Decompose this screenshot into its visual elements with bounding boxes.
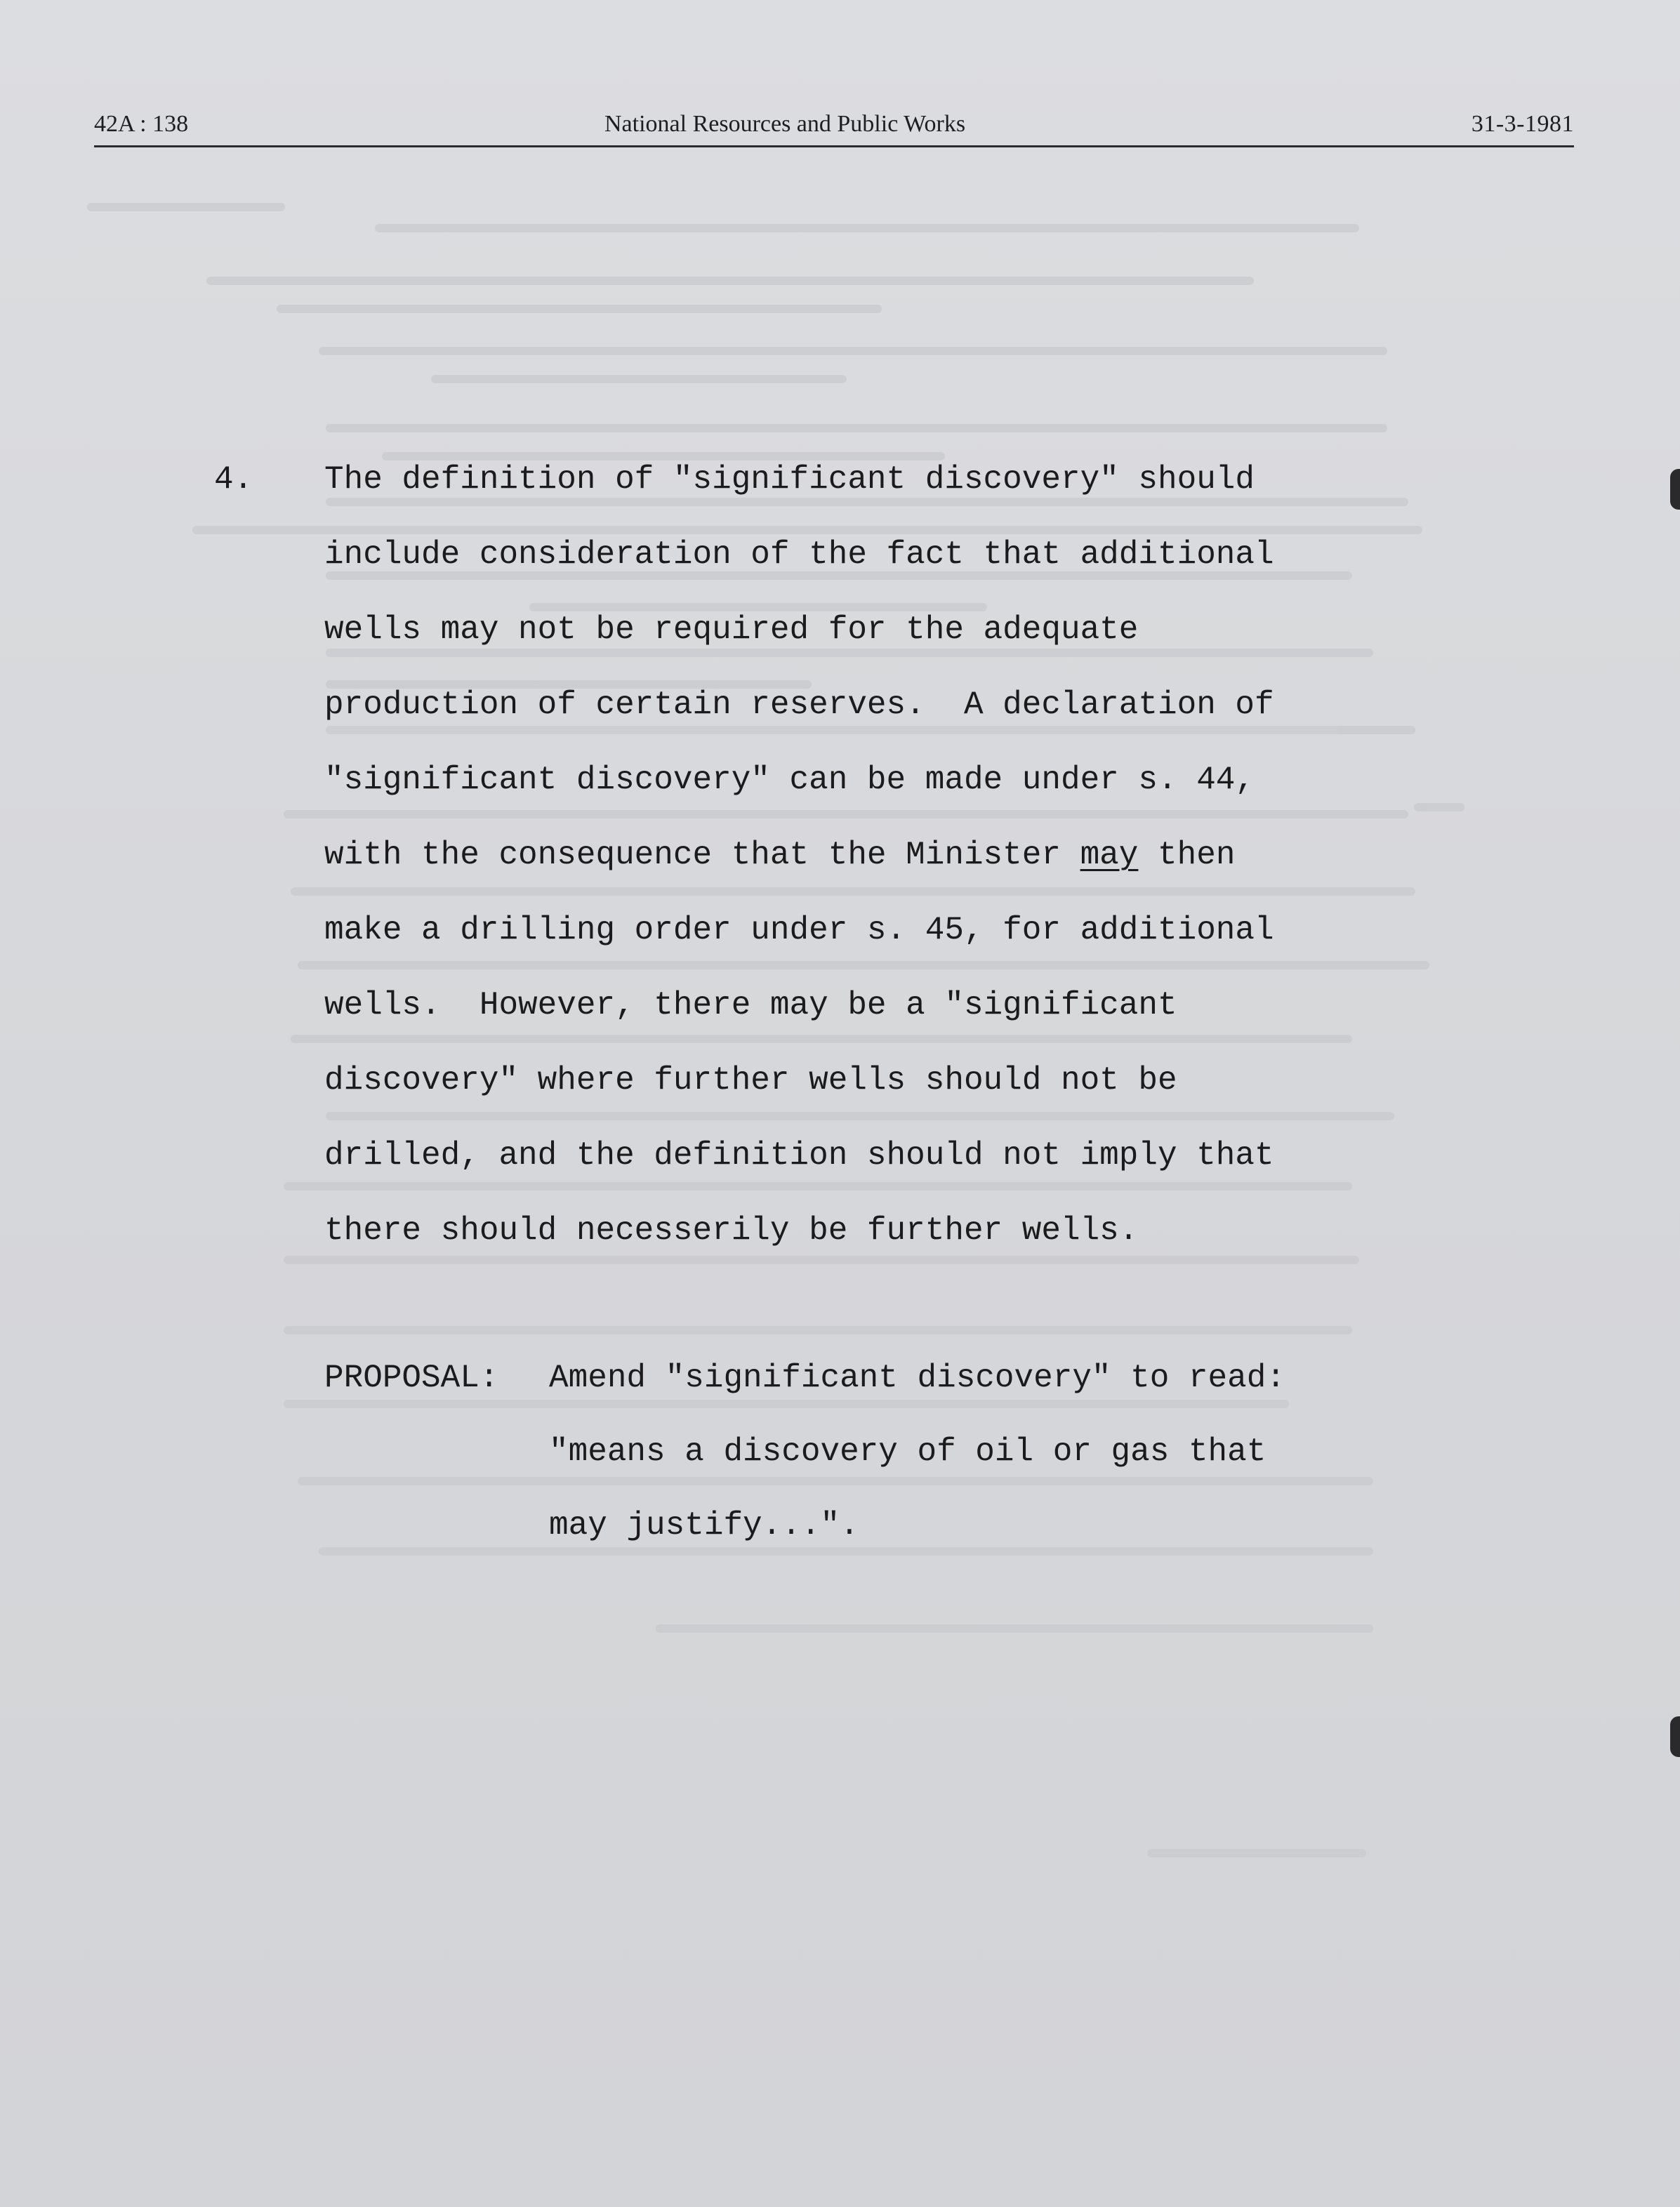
page-reference: 42A : 138 [94, 111, 189, 137]
item-line: there should necesserily be further wells. [324, 1212, 1139, 1249]
proposal-label: PROPOSAL: [324, 1360, 499, 1396]
committee-title: National Resources and Public Works [604, 111, 966, 137]
item-line-with-emphasis [324, 835, 1448, 910]
item-body [324, 460, 1448, 1286]
proposal-line: "means a discovery of oil or gas that [549, 1433, 1266, 1470]
item-line: make a drilling order under s. 45, for additional [324, 912, 1274, 948]
proposal-text [549, 1358, 1462, 1579]
item-line: The definition of "significant discovery" should [324, 461, 1255, 498]
item-line: production of certain reserves. A declaration of [324, 687, 1274, 723]
item-line: drilled, and the definition should not imply that [324, 1137, 1274, 1174]
item-line: wells may not be required for the adequate [324, 611, 1139, 648]
header-date: 31-3-1981 [1471, 111, 1574, 137]
running-head [94, 111, 1574, 146]
binding-hole-mark [1670, 1716, 1680, 1757]
item-line: include consideration of the fact that additional [324, 536, 1274, 573]
proposal-line: Amend "significant discovery" to read: [549, 1360, 1285, 1396]
item-number: 4. [214, 461, 253, 498]
item-line-segment: then [1138, 837, 1236, 873]
item-line: "significant discovery" can be made under s. 44, [324, 762, 1255, 798]
item-line: wells. However, there may be a "significant [324, 987, 1177, 1023]
header-rule [94, 145, 1574, 147]
underlined-word: may [1080, 837, 1139, 873]
proposal-line: may justify...". [549, 1507, 859, 1544]
item-line-segment: with the consequence that the Minister [324, 837, 1080, 873]
binding-hole-mark [1670, 469, 1680, 510]
item-line: discovery" where further wells should not be [324, 1062, 1177, 1099]
